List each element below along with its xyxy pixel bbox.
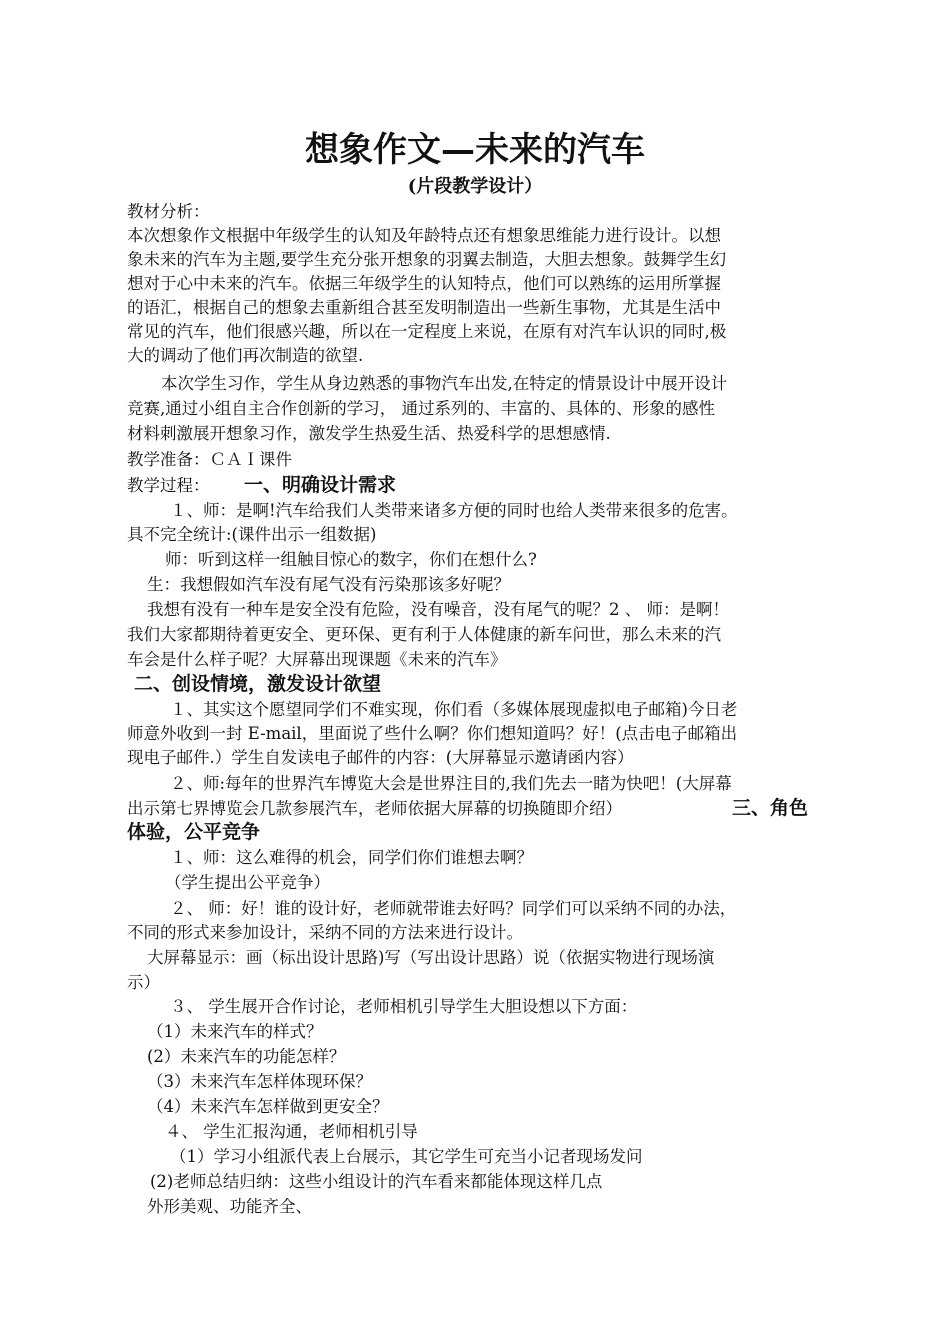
text-line: 外形美观、功能齐全、 <box>147 1197 312 1216</box>
text-line: 出示第七界博览会几款参展汽车，老师依据大屏幕的切换随即介绍） <box>127 799 622 818</box>
text-line: ２、师:每年的世界汽车博览大会是世界注目的,我们先去一睹为快吧！(大屏幕 <box>170 774 732 793</box>
text-line: 大屏幕显示：画（标出设计思路)写（写出设计思路）说（依据实物进行现场演 <box>147 948 715 967</box>
text-line: 常见的汽车，他们很感兴趣，所以在一定程度上来说，在原有对汽车认识的同时,极 <box>127 322 727 341</box>
document-title: 想象作文—未来的汽车 <box>305 130 645 170</box>
text-line: 师：听到这样一组触目惊心的数字，你们在想什么? <box>165 550 537 569</box>
text-line: 教学过程： <box>127 476 210 495</box>
text-line: （3）未来汽车怎样体现环保？ <box>147 1072 372 1091</box>
text-line: 我们大家都期待着更安全、更环保、更有利于人体健康的新车问世，那么未来的汽 <box>127 625 721 644</box>
section-heading-1: 一、明确设计需求 <box>244 474 397 496</box>
text-line: 的语汇，根据自己的想象去重新组合甚至发明制造出一些新生事物，尤其是生活中 <box>127 298 721 317</box>
text-line: 本次学生习作，学生从身边熟悉的事物汽车出发,在特定的情景设计中展开设计 <box>161 374 728 393</box>
text-line: 车会是什么样子呢？大屏幕出现课题《未来的汽车》 <box>127 650 507 669</box>
text-line: １、师：是啊!汽车给我们人类带来诸多方便的同时也给人类带来很多的危害。 <box>170 501 738 520</box>
text-line: 我想有没有一种车是安全没有危险，没有噪音，没有尾气的呢？2 、 师：是啊！ <box>147 600 729 619</box>
text-line: 不同的形式来参加设计，采纳不同的方法来进行设计。 <box>127 923 523 942</box>
document-subtitle: (片段教学设计） <box>407 176 543 197</box>
text-line: 具不完全统计:(课件出示一组数据) <box>127 525 377 544</box>
section-heading-3: 三、角色 <box>732 797 809 819</box>
text-line: ４、 学生汇报沟通，老师相机引导 <box>165 1122 418 1141</box>
text-line: 师意外收到一封 E-mail，里面说了些什么啊？你们想知道吗？好！(点击电子邮箱出 <box>127 724 738 743</box>
text-line: （4）未来汽车怎样做到更安全？ <box>147 1097 389 1116</box>
text-line: 竞赛,通过小组自主合作创新的学习， 通过系列的、丰富的、具体的、形象的感性 <box>127 399 715 418</box>
text-line: 想对于心中未来的汽车。依据三年级学生的认知特点，他们可以熟练的运用所掌握 <box>127 274 721 293</box>
text-line: 本次想象作文根据中年级学生的认知及年龄特点还有想象思维能力进行设计。以想 <box>127 226 721 245</box>
text-line: (2）未来汽车的功能怎样？ <box>147 1047 346 1066</box>
text-line: （1）学习小组派代表上台展示，其它学生可充当小记者现场发问 <box>170 1147 643 1166</box>
text-line: (2)老师总结归纳：这些小组设计的汽车看来都能体现这样几点 <box>150 1172 603 1191</box>
text-line: １、师：这么难得的机会，同学们你们谁想去啊？ <box>170 848 533 867</box>
section-heading-2: 二、创设情境，激发设计欲望 <box>134 673 382 695</box>
text-line: 教材分析： <box>127 202 210 221</box>
text-line: 材料刺激展开想象习作，激发学生热爱生活、热爱科学的思想感情. <box>127 424 611 443</box>
text-line: 现电子邮件.）学生自发读电子邮件的内容：(大屏幕显示邀请函内容） <box>127 748 634 767</box>
text-line: １、其实这个愿望同学们不难实现，你们看（多媒体展现虚拟电子邮箱)今日老 <box>170 700 738 719</box>
text-line: （学生提出公平竞争） <box>165 873 330 892</box>
section-heading-3-cont: 体验，公平竞争 <box>127 821 261 843</box>
text-line: 教学准备：ＣＡＩ课件 <box>127 450 292 469</box>
text-line: 示） <box>127 973 160 992</box>
text-line: 大的调动了他们再次制造的欲望. <box>127 346 364 365</box>
text-line: 生：我想假如汽车没有尾气没有污染那该多好呢？ <box>147 575 510 594</box>
text-line: （1）未来汽车的样式？ <box>147 1022 323 1041</box>
text-line: ２、 师：好！谁的设计好，老师就带谁去好吗？同学们可以采纳不同的办法， <box>170 899 737 918</box>
text-line: 象未来的汽车为主题,要学生充分张开想象的羽翼去制造，大胆去想象。鼓舞学生幻 <box>127 250 727 269</box>
text-line: ３、 学生展开合作讨论，老师相机引导学生大胆设想以下方面： <box>170 997 638 1016</box>
